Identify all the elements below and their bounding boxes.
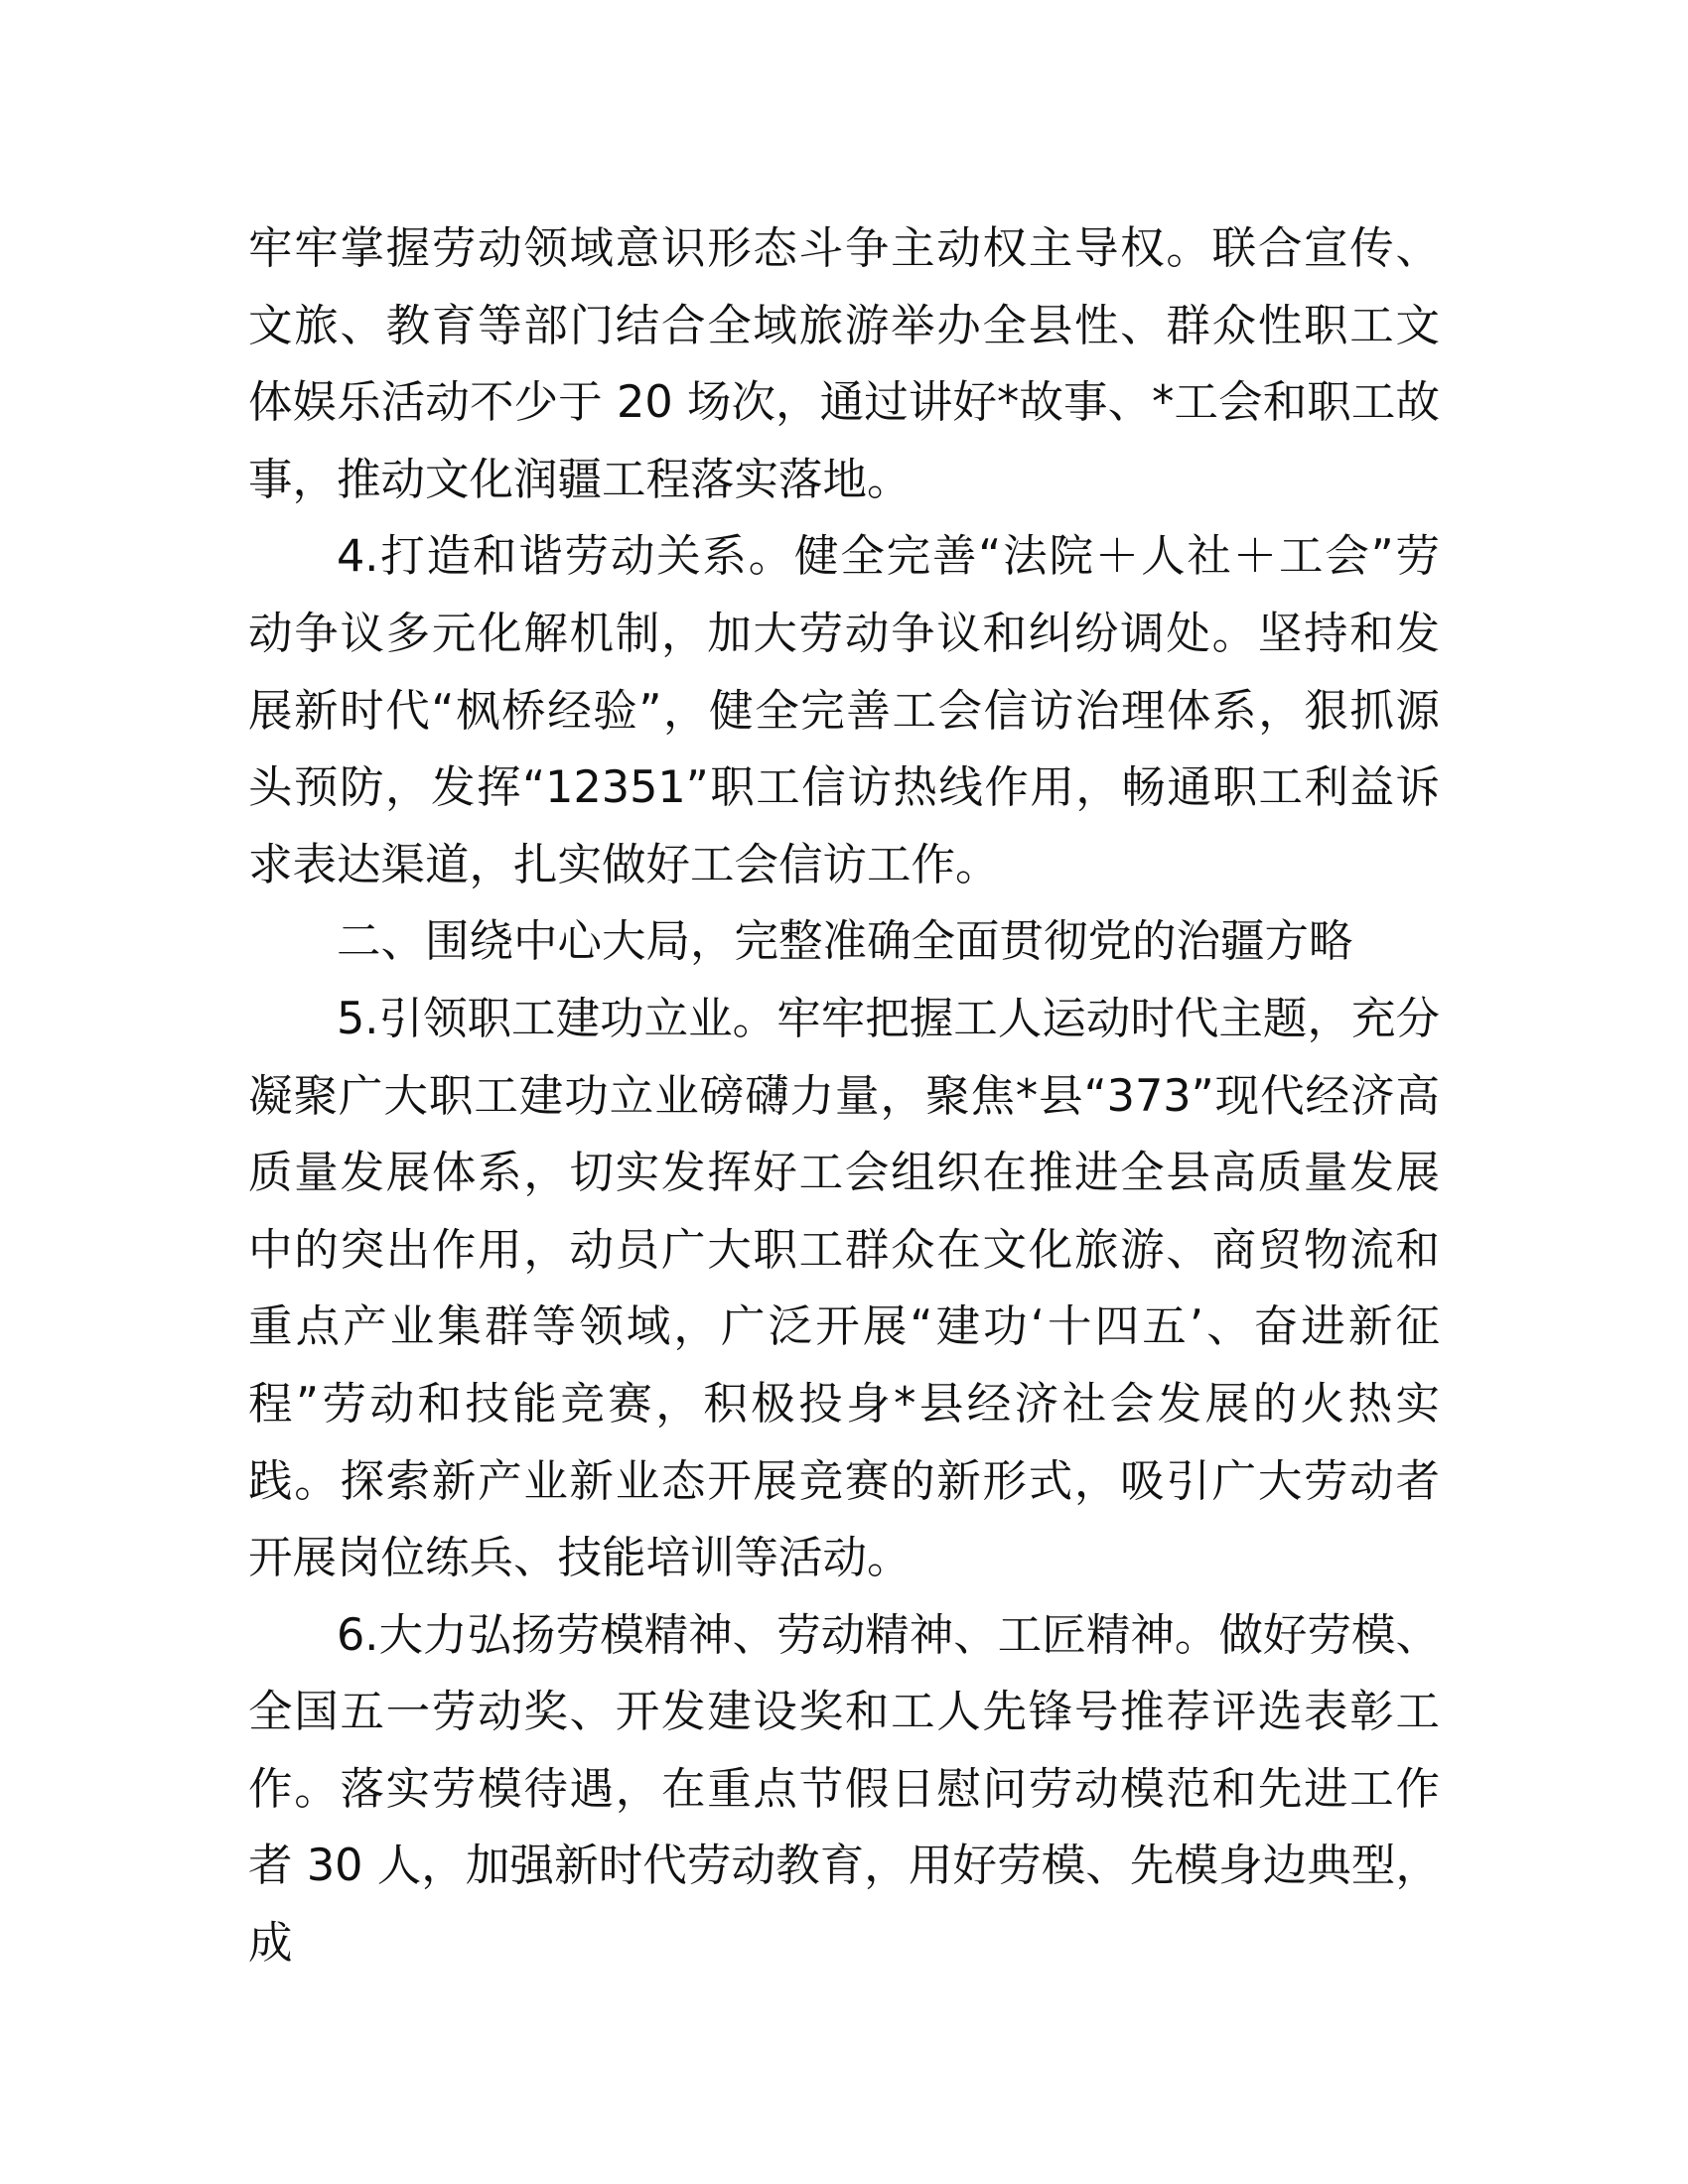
section-heading-2: 二、围绕中心大局，完整准确全面贯彻党的治疆方略 xyxy=(337,916,1353,968)
document-body xyxy=(248,210,1440,1982)
paragraph-item-5-workers-achievement: 5.引领职工建功立业。牢牢把握工人运动时代主题，充分凝聚广大职工建功立业磅礴力量，聚焦*县“373”现代经济高质量发展体系，切实发挥好工会组织在推进全县高质量发展中的突出作用，动员广大职工群众在文化旅游、商贸物流和重点产业集群等领域，广泛开展“建功‘十四五’、奋进新征程”劳动和技能竞赛，积极投身*县经济社会发展的火热实践。探索新产业新业态开展竞赛的新形式，吸引广大劳动者开展岗位练兵、技能培训等活动。 xyxy=(248,993,1440,1584)
paragraph-continuation: 牢牢掌握劳动领域意识形态斗争主动权主导权。联合宣传、文旅、教育等部门结合全域旅游举办全县性、群众性职工文体娱乐活动不少于 20 场次，通过讲好*故事、*工会和职工故事，推动文化润疆工程落实落地。 xyxy=(248,223,1440,505)
paragraph-item-6-model-worker-spirit: 6.大力弘扬劳模精神、劳动精神、工匠精神。做好劳模、全国五一劳动奖、开发建设奖和工人先锋号推荐评选表彰工作。落实劳模待遇，在重点节假日慰问劳动模范和先进工作者 30 人，加强新时代劳动教育，用好劳模、先模身边典型，成 xyxy=(248,1609,1440,1970)
paragraph-item-4-labor-relations: 4.打造和谐劳动关系。健全完善“法院＋人社＋工会”劳动争议多元化解机制，加大劳动争议和纠纷调处。坚持和发展新时代“枫桥经验”，健全完善工会信访治理体系，狠抓源头预防，发挥“12351”职工信访热线作用，畅通职工利益诉求表达渠道，扎实做好工会信访工作。 xyxy=(248,531,1440,890)
